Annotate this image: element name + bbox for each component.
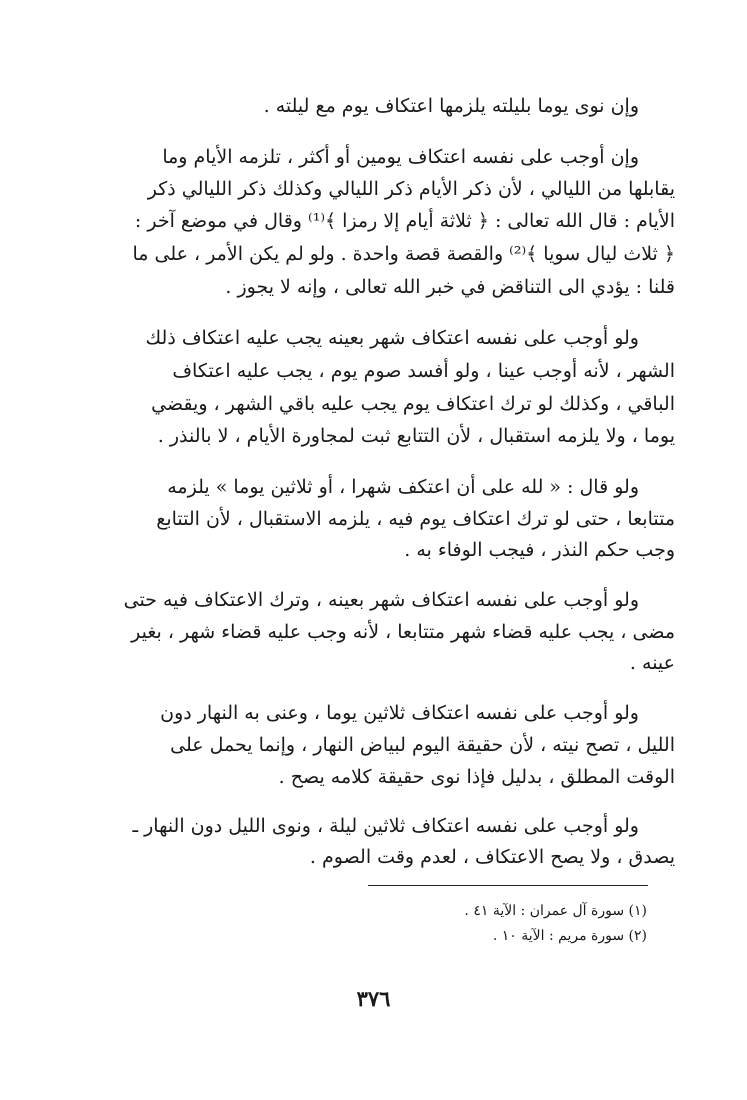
paragraph-6-line-1: ولو أوجب على نفسه اعتكاف ثلاثين يوما ، وعنى به النهار دون (160, 702, 639, 724)
paragraph-5-line-2: مضى ، يجب عليه قضاء شهر متتابعا ، لأنه وجب عليه قضاء شهر ، بغير (131, 621, 675, 643)
paragraph-3-line-3: الباقي ، وكذلك لو ترك اعتكاف يوم يجب عليه باقي الشهر ، ويقضي (151, 393, 675, 415)
footnote-2: (٢) سورة مريم : الآية ١٠ . (492, 928, 647, 944)
footnote-divider (368, 885, 648, 886)
paragraph-2-line-3: الأيام : قال الله تعالى : ﴿ ثلاثة أيام إلا رمزا ﴾⁽¹⁾ وقال في موضع آخر : (134, 210, 675, 232)
paragraph-2-line-5: قلنا : يؤدي الى التناقض في خبر الله تعالى ، وإنه لا يجوز . (225, 276, 675, 298)
paragraph-3-line-2: الشهر ، لأنه أوجب عينا ، ولو أفسد صوم يوم ، يجب عليه اعتكاف (172, 360, 675, 382)
paragraph-4-line-3: وجب حكم النذر ، فيجب الوفاء به . (404, 539, 675, 561)
paragraph-6-line-3: الوقت المطلق ، بدليل فإذا نوى حقيقة كلامه يصح . (278, 766, 675, 788)
paragraph-2-line-4: ﴿ ثلاث ليال سويا ﴾⁽²⁾ والقصة قصة واحدة . ولو لم يكن الأمر ، على ما (132, 243, 675, 265)
paragraph-7-line-2: يصدق ، ولا يصح الاعتكاف ، لعدم وقت الصوم . (309, 846, 675, 868)
paragraph-3-line-1: ولو أوجب على نفسه اعتكاف شهر بعينه يجب عليه اعتكاف ذلك (145, 327, 639, 349)
paragraph-7-line-1: ولو أوجب على نفسه اعتكاف ثلاثين ليلة ، ونوى الليل دون النهار ـ (132, 815, 639, 837)
paragraph-6-line-2: الليل ، تصح نيته ، لأن حقيقة اليوم لبياض النهار ، وإنما يحمل على (170, 734, 675, 756)
paragraph-4-line-2: متتابعا ، حتى لو ترك اعتكاف يوم فيه ، يلزمه الاستقبال ، لأن التتابع (156, 508, 675, 530)
paragraph-5-line-1: ولو أوجب على نفسه اعتكاف شهر بعينه ، وترك الاعتكاف فيه حتى (123, 589, 639, 611)
footnote-1: (١) سورة آل عمران : الآية ٤١ . (464, 903, 647, 919)
paragraph-5-line-3: عينه . (629, 652, 675, 674)
paragraph-2-line-2: يقابلها من الليالي ، لأن ذكر الأيام ذكر الليالي وكذلك ذكر الليالي ذكر (147, 178, 675, 200)
paragraph-2-line-1: وإن أوجب على نفسه اعتكاف يومين أو أكثر ، تلزمه الأيام وما (162, 146, 639, 168)
paragraph-3-line-4: يوما ، ولا يلزمه استقبال ، لأن التتابع ثبت لمجاورة الأيام ، لا بالنذر . (157, 425, 675, 447)
page-number: ٣٧٦ (356, 986, 391, 1011)
paragraph-1-line-1: وإن نوى يوما بليلته يلزمها اعتكاف يوم مع ليلته . (263, 95, 639, 117)
paragraph-4-line-1: ولو قال : « لله على أن اعتكف شهرا ، أو ثلاثين يوما » يلزمه (167, 476, 639, 498)
